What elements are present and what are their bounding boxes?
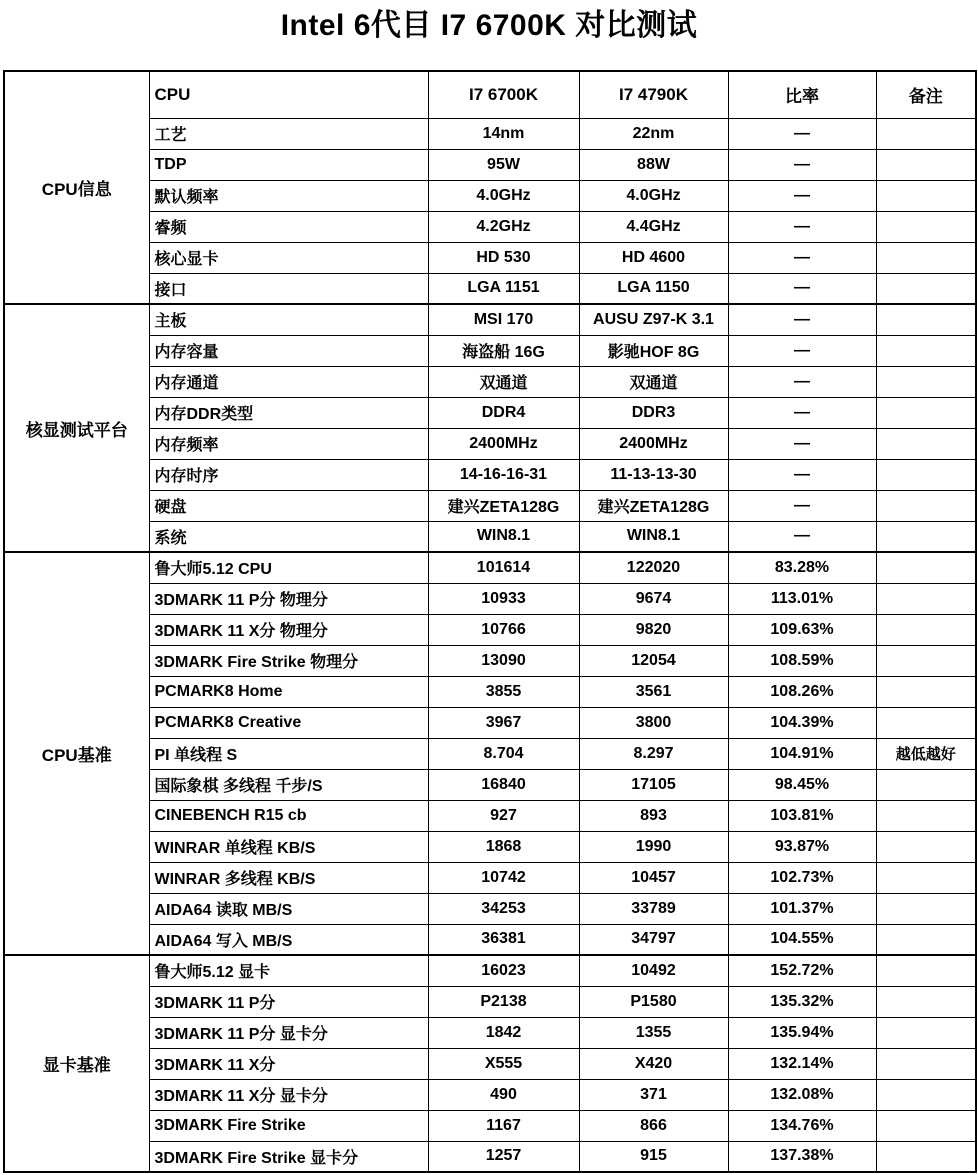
note-cell bbox=[876, 149, 976, 180]
ratio-value-cell: 104.91% bbox=[728, 738, 876, 769]
note-cell bbox=[876, 335, 976, 366]
table-row bbox=[4, 118, 976, 149]
test-label-cell: 3DMARK Fire Strike bbox=[149, 1110, 428, 1141]
ratio-value-cell: — bbox=[728, 118, 876, 149]
cpu1-value-cell: 14-16-16-31 bbox=[428, 459, 579, 490]
cpu1-value-cell: 13090 bbox=[428, 645, 579, 676]
group-cell: CPU信息 bbox=[4, 71, 149, 304]
cpu2-value-cell: 88W bbox=[579, 149, 728, 180]
note-cell bbox=[876, 521, 976, 552]
cpu2-value-cell: 1355 bbox=[579, 1017, 728, 1048]
cpu2-value-cell: 10492 bbox=[579, 955, 728, 986]
note-cell bbox=[876, 397, 976, 428]
ratio-value-cell: 132.08% bbox=[728, 1079, 876, 1110]
table-row bbox=[4, 924, 976, 955]
table-header-row bbox=[4, 71, 976, 118]
cpu1-value-cell: DDR4 bbox=[428, 397, 579, 428]
test-label-cell: 3DMARK 11 P分 显卡分 bbox=[149, 1017, 428, 1048]
cpu1-value-cell: 927 bbox=[428, 800, 579, 831]
ratio-value-cell: 101.37% bbox=[728, 893, 876, 924]
cpu1-value-cell: 10742 bbox=[428, 862, 579, 893]
table-row bbox=[4, 738, 976, 769]
cpu1-value-cell: 1167 bbox=[428, 1110, 579, 1141]
cpu1-value-cell: 双通道 bbox=[428, 366, 579, 397]
ratio-value-cell: — bbox=[728, 428, 876, 459]
ratio-value-cell: 93.87% bbox=[728, 831, 876, 862]
test-label-cell: AIDA64 读取 MB/S bbox=[149, 893, 428, 924]
cpu1-value-cell: 14nm bbox=[428, 118, 579, 149]
cpu2-value-cell: 34797 bbox=[579, 924, 728, 955]
ratio-value-cell: — bbox=[728, 397, 876, 428]
table-row bbox=[4, 1048, 976, 1079]
ratio-value-cell: 102.73% bbox=[728, 862, 876, 893]
column-header-cell: 备注 bbox=[876, 71, 976, 118]
cpu2-value-cell: 建兴ZETA128G bbox=[579, 490, 728, 521]
note-cell bbox=[876, 242, 976, 273]
ratio-value-cell: — bbox=[728, 521, 876, 552]
table-row bbox=[4, 1017, 976, 1048]
group-cell: 核显测试平台 bbox=[4, 304, 149, 552]
test-label-cell: TDP bbox=[149, 149, 428, 180]
cpu2-value-cell: 12054 bbox=[579, 645, 728, 676]
cpu1-value-cell: 3967 bbox=[428, 707, 579, 738]
ratio-value-cell: 134.76% bbox=[728, 1110, 876, 1141]
test-label-cell: 睿频 bbox=[149, 211, 428, 242]
test-label-cell: 3DMARK 11 X分 bbox=[149, 1048, 428, 1079]
note-cell bbox=[876, 552, 976, 583]
test-label-cell: 内存通道 bbox=[149, 366, 428, 397]
cpu1-value-cell: 1257 bbox=[428, 1141, 579, 1172]
test-label-cell: 默认频率 bbox=[149, 180, 428, 211]
table-row bbox=[4, 583, 976, 614]
cpu2-value-cell: DDR3 bbox=[579, 397, 728, 428]
note-cell bbox=[876, 1079, 976, 1110]
cpu2-value-cell: 9820 bbox=[579, 614, 728, 645]
cpu2-value-cell: 3800 bbox=[579, 707, 728, 738]
cpu1-value-cell: X555 bbox=[428, 1048, 579, 1079]
ratio-value-cell: 137.38% bbox=[728, 1141, 876, 1172]
cpu2-value-cell: 3561 bbox=[579, 676, 728, 707]
cpu1-value-cell: 海盗船 16G bbox=[428, 335, 579, 366]
note-cell bbox=[876, 862, 976, 893]
note-cell bbox=[876, 645, 976, 676]
cpu2-value-cell: 371 bbox=[579, 1079, 728, 1110]
cpu1-value-cell: 95W bbox=[428, 149, 579, 180]
test-label-cell: 硬盘 bbox=[149, 490, 428, 521]
table-row bbox=[4, 180, 976, 211]
note-cell bbox=[876, 1048, 976, 1079]
ratio-value-cell: 152.72% bbox=[728, 955, 876, 986]
cpu1-value-cell: 建兴ZETA128G bbox=[428, 490, 579, 521]
ratio-value-cell: 98.45% bbox=[728, 769, 876, 800]
ratio-value-cell: — bbox=[728, 366, 876, 397]
table-row bbox=[4, 211, 976, 242]
table-row bbox=[4, 614, 976, 645]
table-row bbox=[4, 955, 976, 986]
test-label-cell: WINRAR 单线程 KB/S bbox=[149, 831, 428, 862]
group-cell: CPU基准 bbox=[4, 552, 149, 955]
ratio-value-cell: 108.26% bbox=[728, 676, 876, 707]
test-label-cell: 核心显卡 bbox=[149, 242, 428, 273]
ratio-value-cell: 83.28% bbox=[728, 552, 876, 583]
test-label-cell: 工艺 bbox=[149, 118, 428, 149]
ratio-value-cell: 132.14% bbox=[728, 1048, 876, 1079]
cpu1-value-cell: LGA 1151 bbox=[428, 273, 579, 304]
note-cell bbox=[876, 428, 976, 459]
cpu1-value-cell: 101614 bbox=[428, 552, 579, 583]
cpu2-value-cell: 2400MHz bbox=[579, 428, 728, 459]
table-row bbox=[4, 800, 976, 831]
cpu2-value-cell: HD 4600 bbox=[579, 242, 728, 273]
test-label-cell: CINEBENCH R15 cb bbox=[149, 800, 428, 831]
ratio-value-cell: — bbox=[728, 149, 876, 180]
note-cell bbox=[876, 924, 976, 955]
cpu2-value-cell: 122020 bbox=[579, 552, 728, 583]
ratio-value-cell: — bbox=[728, 490, 876, 521]
table-row bbox=[4, 242, 976, 273]
ratio-value-cell: — bbox=[728, 211, 876, 242]
table-row bbox=[4, 335, 976, 366]
column-header-cell: I7 4790K bbox=[579, 71, 728, 118]
ratio-value-cell: — bbox=[728, 304, 876, 335]
cpu1-value-cell: 2400MHz bbox=[428, 428, 579, 459]
note-cell bbox=[876, 800, 976, 831]
cpu1-value-cell: WIN8.1 bbox=[428, 521, 579, 552]
test-label-cell: PCMARK8 Home bbox=[149, 676, 428, 707]
test-label-cell: PCMARK8 Creative bbox=[149, 707, 428, 738]
test-label-cell: 国际象棋 多线程 千步/S bbox=[149, 769, 428, 800]
cpu2-value-cell: 11-13-13-30 bbox=[579, 459, 728, 490]
test-label-cell: 内存DDR类型 bbox=[149, 397, 428, 428]
test-label-cell: 3DMARK Fire Strike 显卡分 bbox=[149, 1141, 428, 1172]
cpu2-value-cell: WIN8.1 bbox=[579, 521, 728, 552]
test-label-cell: WINRAR 多线程 KB/S bbox=[149, 862, 428, 893]
ratio-value-cell: — bbox=[728, 459, 876, 490]
cpu2-value-cell: 4.4GHz bbox=[579, 211, 728, 242]
cpu1-value-cell: 4.2GHz bbox=[428, 211, 579, 242]
benchmark-comparison-page bbox=[0, 6, 978, 1175]
ratio-value-cell: 113.01% bbox=[728, 583, 876, 614]
cpu2-value-cell: 1990 bbox=[579, 831, 728, 862]
note-cell bbox=[876, 893, 976, 924]
note-cell bbox=[876, 490, 976, 521]
cpu1-value-cell: 490 bbox=[428, 1079, 579, 1110]
ratio-value-cell: — bbox=[728, 180, 876, 211]
table-row bbox=[4, 521, 976, 552]
cpu2-value-cell: P1580 bbox=[579, 986, 728, 1017]
note-cell bbox=[876, 366, 976, 397]
test-label-cell: 接口 bbox=[149, 273, 428, 304]
cpu2-value-cell: 影驰HOF 8G bbox=[579, 335, 728, 366]
table-row bbox=[4, 490, 976, 521]
cpu1-value-cell: 34253 bbox=[428, 893, 579, 924]
column-header-cell: 比率 bbox=[728, 71, 876, 118]
ratio-value-cell: 135.32% bbox=[728, 986, 876, 1017]
cpu1-value-cell: 36381 bbox=[428, 924, 579, 955]
table-row bbox=[4, 831, 976, 862]
table-row bbox=[4, 707, 976, 738]
table-row bbox=[4, 1110, 976, 1141]
cpu2-value-cell: 22nm bbox=[579, 118, 728, 149]
note-cell bbox=[876, 583, 976, 614]
ratio-value-cell: 108.59% bbox=[728, 645, 876, 676]
note-cell bbox=[876, 955, 976, 986]
cpu1-value-cell: HD 530 bbox=[428, 242, 579, 273]
note-cell bbox=[876, 1017, 976, 1048]
note-cell bbox=[876, 769, 976, 800]
note-cell: 越低越好 bbox=[876, 738, 976, 769]
ratio-value-cell: 135.94% bbox=[728, 1017, 876, 1048]
table-row bbox=[4, 273, 976, 304]
test-label-cell: 3DMARK 11 P分 物理分 bbox=[149, 583, 428, 614]
test-label-cell: 鲁大师5.12 显卡 bbox=[149, 955, 428, 986]
cpu1-value-cell: MSI 170 bbox=[428, 304, 579, 335]
table-row bbox=[4, 676, 976, 707]
group-cell: 显卡基准 bbox=[4, 955, 149, 1172]
ratio-value-cell: 109.63% bbox=[728, 614, 876, 645]
note-cell bbox=[876, 614, 976, 645]
note-cell bbox=[876, 211, 976, 242]
cpu2-value-cell: 8.297 bbox=[579, 738, 728, 769]
table-row bbox=[4, 893, 976, 924]
column-header-cell: CPU bbox=[149, 71, 428, 118]
test-label-cell: 3DMARK Fire Strike 物理分 bbox=[149, 645, 428, 676]
ratio-value-cell: 104.39% bbox=[728, 707, 876, 738]
table-row bbox=[4, 304, 976, 335]
cpu2-value-cell: 双通道 bbox=[579, 366, 728, 397]
ratio-value-cell: — bbox=[728, 335, 876, 366]
test-label-cell: 系统 bbox=[149, 521, 428, 552]
test-label-cell: 内存容量 bbox=[149, 335, 428, 366]
test-label-cell: PI 单线程 S bbox=[149, 738, 428, 769]
cpu2-value-cell: 4.0GHz bbox=[579, 180, 728, 211]
test-label-cell: AIDA64 写入 MB/S bbox=[149, 924, 428, 955]
table-row bbox=[4, 366, 976, 397]
cpu1-value-cell: P2138 bbox=[428, 986, 579, 1017]
note-cell bbox=[876, 676, 976, 707]
ratio-value-cell: — bbox=[728, 273, 876, 304]
ratio-value-cell: 103.81% bbox=[728, 800, 876, 831]
cpu2-value-cell: 33789 bbox=[579, 893, 728, 924]
note-cell bbox=[876, 180, 976, 211]
note-cell bbox=[876, 986, 976, 1017]
table-row bbox=[4, 1079, 976, 1110]
test-label-cell: 鲁大师5.12 CPU bbox=[149, 552, 428, 583]
cpu2-value-cell: AUSU Z97-K 3.1 bbox=[579, 304, 728, 335]
note-cell bbox=[876, 1141, 976, 1172]
benchmark-table-body bbox=[4, 71, 976, 1172]
cpu2-value-cell: 866 bbox=[579, 1110, 728, 1141]
table-row bbox=[4, 1141, 976, 1172]
cpu1-value-cell: 3855 bbox=[428, 676, 579, 707]
table-row bbox=[4, 428, 976, 459]
note-cell bbox=[876, 707, 976, 738]
cpu1-value-cell: 10766 bbox=[428, 614, 579, 645]
note-cell bbox=[876, 273, 976, 304]
test-label-cell: 内存频率 bbox=[149, 428, 428, 459]
table-row bbox=[4, 552, 976, 583]
ratio-value-cell: — bbox=[728, 242, 876, 273]
cpu2-value-cell: 9674 bbox=[579, 583, 728, 614]
table-row bbox=[4, 769, 976, 800]
cpu2-value-cell: 915 bbox=[579, 1141, 728, 1172]
cpu2-value-cell: LGA 1150 bbox=[579, 273, 728, 304]
cpu1-value-cell: 10933 bbox=[428, 583, 579, 614]
cpu2-value-cell: 893 bbox=[579, 800, 728, 831]
benchmark-table bbox=[3, 70, 977, 1173]
test-label-cell: 3DMARK 11 P分 bbox=[149, 986, 428, 1017]
note-cell bbox=[876, 831, 976, 862]
column-header-cell: I7 6700K bbox=[428, 71, 579, 118]
table-row bbox=[4, 862, 976, 893]
table-row bbox=[4, 645, 976, 676]
test-label-cell: 3DMARK 11 X分 显卡分 bbox=[149, 1079, 428, 1110]
note-cell bbox=[876, 1110, 976, 1141]
note-cell bbox=[876, 304, 976, 335]
cpu1-value-cell: 16023 bbox=[428, 955, 579, 986]
cpu2-value-cell: X420 bbox=[579, 1048, 728, 1079]
cpu1-value-cell: 1842 bbox=[428, 1017, 579, 1048]
ratio-value-cell: 104.55% bbox=[728, 924, 876, 955]
page-title: Intel 6代目 I7 6700K 对比测试 bbox=[280, 9, 698, 42]
cpu1-value-cell: 1868 bbox=[428, 831, 579, 862]
table-row bbox=[4, 397, 976, 428]
table-row bbox=[4, 149, 976, 180]
cpu2-value-cell: 10457 bbox=[579, 862, 728, 893]
note-cell bbox=[876, 459, 976, 490]
test-label-cell: 内存时序 bbox=[149, 459, 428, 490]
cpu1-value-cell: 16840 bbox=[428, 769, 579, 800]
test-label-cell: 主板 bbox=[149, 304, 428, 335]
table-row bbox=[4, 459, 976, 490]
cpu2-value-cell: 17105 bbox=[579, 769, 728, 800]
note-cell bbox=[876, 118, 976, 149]
cpu1-value-cell: 8.704 bbox=[428, 738, 579, 769]
table-row bbox=[4, 986, 976, 1017]
cpu1-value-cell: 4.0GHz bbox=[428, 180, 579, 211]
test-label-cell: 3DMARK 11 X分 物理分 bbox=[149, 614, 428, 645]
